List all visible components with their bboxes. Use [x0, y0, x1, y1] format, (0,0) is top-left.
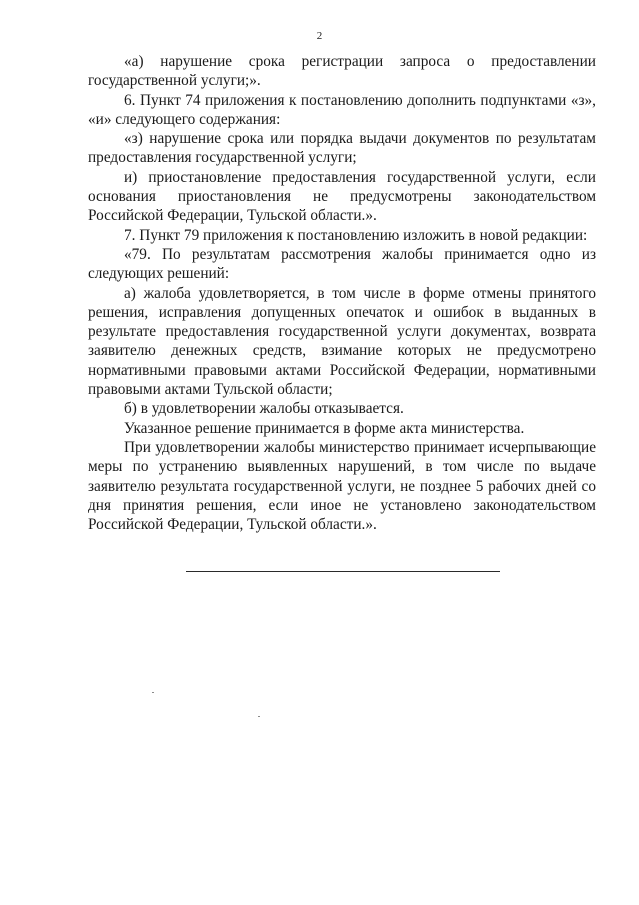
paragraph-decision-form: Указанное решение принимается в форме акта министерства. — [124, 419, 525, 437]
document-body — [88, 52, 596, 534]
paragraph-item-z: «з) нарушение срока или порядка выдачи документов по результатам предоставления государственной услуги; — [88, 130, 596, 167]
scan-speck — [152, 692, 154, 693]
paragraph-item-a-amendment: «а) нарушение срока регистрации запроса о предоставлении государственной услуги;». — [88, 53, 596, 90]
paragraph-clause-6: 6. Пункт 74 приложения к постановлению дополнить подпунктами «з», «и» следующего содержания: — [88, 91, 596, 128]
paragraph-clause-7: 7. Пункт 79 приложения к постановлению изложить в новой редакции: — [124, 226, 588, 244]
separator-line — [186, 571, 500, 572]
page-number: 2 — [316, 30, 323, 42]
paragraph-remedy-measures: При удовлетворении жалобы министерство принимает исчерпывающие меры по устранению выявленных нарушений, в том числе по выдаче заявителю результата государственной услуги, не позднее 5 рабочих дней со дня принятия решения, если иное не установлено законодательством Российской Федерации, Тульской области.». — [88, 438, 596, 534]
paragraph-point-79: «79. По результатам рассмотрения жалобы принимается одно из следующих решений: — [88, 245, 596, 283]
paragraph-decision-b: б) в удовлетворении жалобы отказывается. — [124, 400, 404, 418]
paragraph-decision-a: а) жалоба удовлетворяется, в том числе в форме отмены принятого решения, исправления допущенных опечаток и ошибок в выданных в результате предоставления государственной услуги документах, возврата заявителю денежных средств, взимание которых не предусмотрено нормативными правовыми актами Российской Федерации, нормативными правовыми актами Тульской области; — [88, 284, 596, 399]
paragraph-item-i: и) приостановление предоставления государственной услуги, если основания приостановления не предусмотрены законодательством Российской Федерации, Тульской области.». — [88, 168, 596, 225]
scan-speck — [258, 716, 260, 717]
